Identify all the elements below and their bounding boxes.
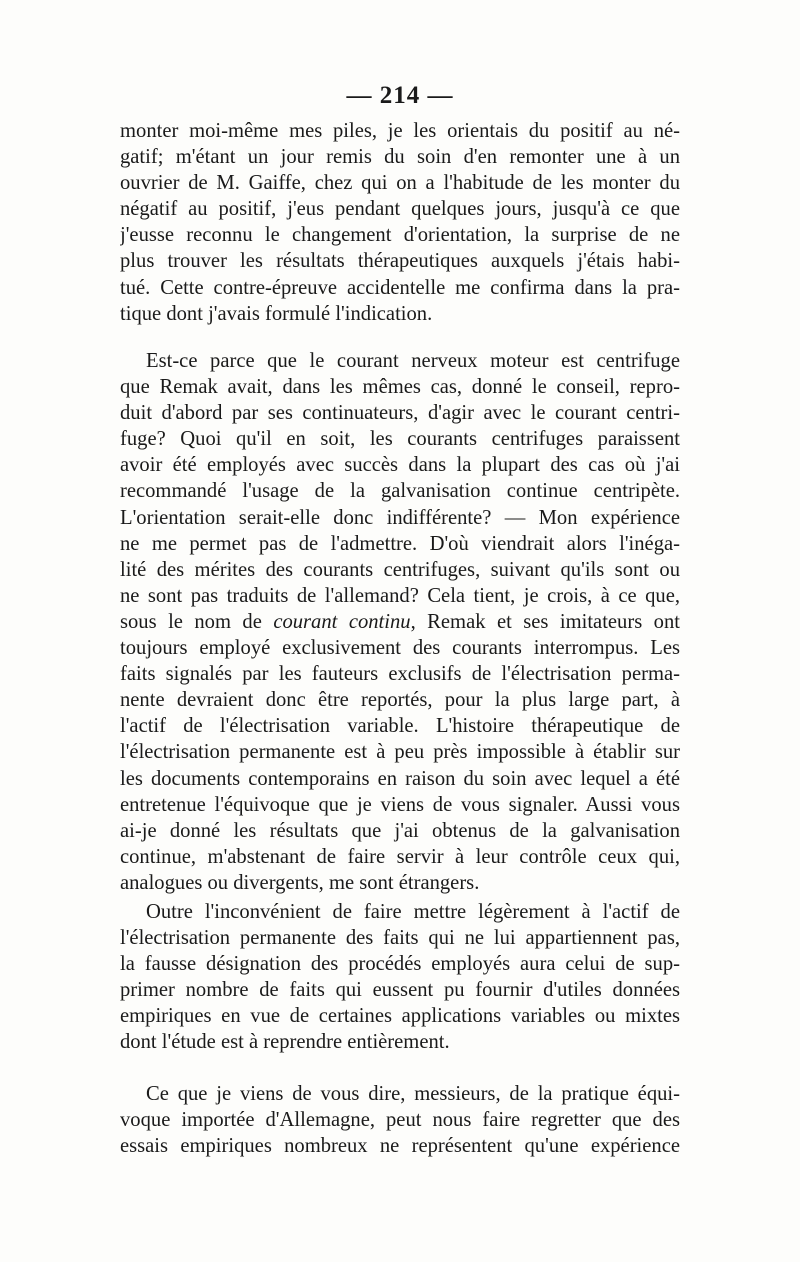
text-line: tué. Cette contre-épreuve accidentelle me confirma dans la pra- [120, 276, 680, 299]
text-line: monter moi-même mes piles, je les orientais du positif au né- [120, 120, 680, 142]
text-line-italic [120, 609, 680, 635]
text-line: les documents contemporains en raison du soin avec lequel a été [120, 767, 680, 790]
text-line: ouvrier de M. Gaiffe, chez qui on a l'habitude de les monter du [120, 172, 680, 195]
text-line: entretenue l'équivoque que je viens de vous signaler. Aussi vous [120, 793, 680, 816]
text-line: j'eusse reconnu le changement d'orientation, la surprise de ne [120, 224, 680, 247]
text-line: l'électrisation permanente des faits qui ne lui appartiennent pas, [120, 927, 680, 950]
text-line: Outre l'inconvénient de faire mettre légèrement à l'actif de [146, 901, 680, 923]
text-line: continue, m'abstenant de faire servir à leur contrôle ceux qui, [120, 845, 680, 868]
text-line: tique dont j'avais formulé l'indication. [120, 302, 433, 325]
text-line: fuge? Quoi qu'il en soit, les courants centrifuges paraissent [120, 428, 680, 451]
text-line: avoir été employés avec succès dans la plupart des cas où j'ai [120, 454, 680, 477]
page-number: — 214 — [346, 82, 454, 109]
paragraph-4 [120, 1081, 680, 1159]
text-line: ai-je donné les résultats que j'ai obtenus de la galvanisation [120, 819, 680, 842]
text-line: que Remak avait, dans les mêmes cas, donné le conseil, repro- [120, 376, 680, 399]
text-line: toujours employé exclusivement des courants interrompus. Les [120, 637, 680, 660]
text-fragment: , Remak et ses imitateurs ont [410, 610, 680, 633]
text-line: l'électrisation permanente est à peu près impossible à établir sur [120, 741, 680, 764]
text-fragment: sous le nom de [120, 610, 274, 633]
text-line: plus trouver les résultats thérapeutiques auxquels j'étais habi- [120, 250, 680, 273]
paragraph-1 [120, 118, 680, 327]
text-line: ne me permet pas de l'admettre. D'où viendrait alors l'inéga- [120, 532, 680, 555]
text-line: négatif au positif, j'eus pendant quelques jours, jusqu'à ce que [120, 198, 680, 221]
text-line: gatif; m'étant un jour remis du soin d'en remonter une à un [120, 146, 680, 169]
text-line: voque importée d'Allemagne, peut nous faire regretter que des [120, 1109, 680, 1132]
paragraph-3 [120, 899, 680, 1056]
text-line: duit d'abord par ses continuateurs, d'agir avec le courant centri- [120, 402, 680, 425]
text-line: empiriques en vue de certaines applications variables ou mixtes [120, 1005, 680, 1028]
text-line: dont l'étude est à reprendre entièrement. [120, 1031, 450, 1054]
text-line: Ce que je viens de vous dire, messieurs, de la pratique équi- [146, 1083, 680, 1105]
text-line: Est-ce parce que le courant nerveux moteur est centrifuge [146, 350, 680, 372]
italic-term: courant continu [273, 610, 411, 633]
paragraph-2 [120, 348, 680, 896]
text-line: lité des mérites des courants centrifuges, suivant qu'ils sont ou [120, 558, 680, 581]
text-line: primer nombre de faits qui eussent pu fournir d'utiles données [120, 979, 680, 1002]
text-line: ne sont pas traduits de l'allemand? Cela tient, je crois, à ce que, [120, 584, 680, 607]
text-line: recommandé l'usage de la galvanisation continue centripète. [120, 480, 680, 503]
text-line: analogues ou divergents, me sont étrangers. [120, 871, 480, 894]
text-line: essais empiriques nombreux ne représentent qu'une expérience [120, 1135, 680, 1158]
text-line: la fausse désignation des procédés employés aura celui de sup- [120, 953, 680, 976]
text-line: l'actif de l'électrisation variable. L'histoire thérapeutique de [120, 715, 680, 738]
text-line: faits signalés par les fauteurs exclusifs de l'électrisation perma- [120, 663, 680, 686]
text-line: nente devraient donc être reportés, pour la plus large part, à [120, 689, 680, 712]
text-line: L'orientation serait-elle donc indifférente? — Mon expérience [120, 506, 680, 529]
